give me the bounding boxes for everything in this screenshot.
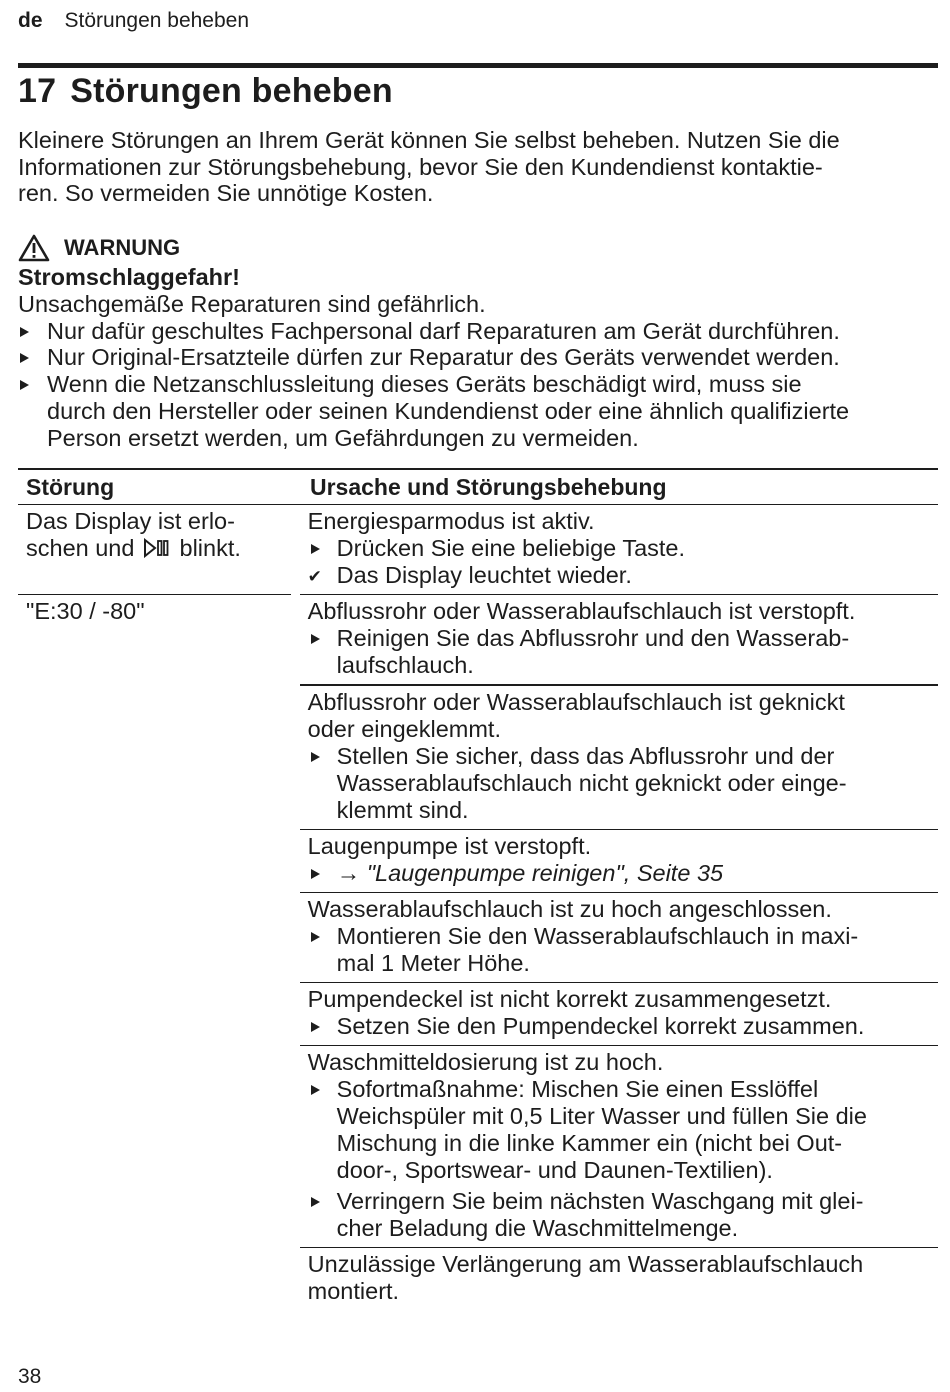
page-number: 38 bbox=[18, 1365, 42, 1388]
cause-text: Laugenpumpe ist verstopft. bbox=[307, 833, 592, 859]
remedy-line: laufschlauch. bbox=[336, 652, 474, 678]
cause-block bbox=[300, 892, 938, 982]
remedy-list bbox=[308, 923, 938, 977]
remedy-line: Montieren Sie den Wasserablaufschlauch in maxi- bbox=[336, 923, 859, 949]
remedy-step bbox=[308, 743, 938, 824]
cause-text: montiert. bbox=[307, 1278, 400, 1304]
remedy-result bbox=[308, 562, 938, 589]
checkmark-icon: ✔ bbox=[307, 567, 322, 586]
language-code: de bbox=[18, 9, 43, 32]
remedy-step bbox=[308, 860, 938, 887]
bullet-triangle-icon bbox=[311, 544, 320, 554]
remedy-line: Setzen Sie den Pumpendeckel korrekt zusammen. bbox=[336, 1013, 865, 1039]
cause-text: Wasserablaufschlauch ist zu hoch angeschlossen. bbox=[307, 896, 832, 922]
bullet-triangle-icon bbox=[20, 380, 29, 390]
fault-cell bbox=[18, 594, 291, 1310]
cause-text: Waschmitteldosierung ist zu hoch. bbox=[307, 1049, 664, 1075]
remedy-line: Sofortmaßnahme: Mischen Sie einen Esslöffel bbox=[336, 1076, 819, 1102]
cross-reference-link[interactable]: "Laugenpumpe reinigen", Seite 35 bbox=[366, 860, 724, 886]
cause-block bbox=[300, 829, 938, 892]
warning-triangle-icon bbox=[18, 234, 50, 262]
remedy-line: Reinigen Sie das Abflussrohr und den Wasserab- bbox=[336, 625, 850, 651]
fault-text: blinkt. bbox=[179, 535, 241, 561]
bullet-triangle-icon bbox=[20, 353, 29, 363]
warning-box bbox=[18, 232, 943, 452]
remedy-line: Verringern Sie beim nächsten Waschgang mit glei- bbox=[336, 1188, 864, 1214]
cause-block bbox=[300, 594, 938, 684]
cause-text: oder eingeklemmt. bbox=[307, 716, 501, 742]
intro-paragraph bbox=[18, 127, 938, 207]
troubleshooting-table bbox=[18, 468, 938, 1310]
arrow-right-icon: → bbox=[336, 860, 361, 886]
bullet-triangle-icon bbox=[311, 1197, 320, 1207]
warning-heading bbox=[18, 232, 943, 264]
fault-line bbox=[26, 535, 291, 562]
warning-item-line: durch den Hersteller oder seinen Kundendienst oder eine ähnlich qualifizierte bbox=[47, 397, 850, 424]
table-row bbox=[18, 594, 938, 1310]
warning-item-line: Person ersetzt werden, um Gefährdungen zu vermeiden. bbox=[47, 424, 639, 451]
warning-list-item bbox=[18, 371, 943, 451]
cause-text: Pumpendeckel ist nicht korrekt zusammengesetzt. bbox=[307, 986, 832, 1012]
remedy-line: cher Beladung die Waschmittelmenge. bbox=[336, 1215, 739, 1241]
remedy-list bbox=[308, 535, 938, 589]
fault-text: schen und bbox=[26, 535, 135, 561]
cause-block bbox=[300, 1247, 938, 1310]
remedy-step bbox=[308, 923, 938, 977]
cause-column bbox=[300, 505, 938, 594]
remedy-line: mal 1 Meter Höhe. bbox=[336, 950, 530, 976]
bullet-triangle-icon bbox=[311, 869, 320, 879]
column-header-cause: Ursache und Störungsbehebung bbox=[310, 473, 667, 500]
warning-list bbox=[18, 318, 943, 452]
fault-cell bbox=[18, 505, 291, 594]
play-pause-icon bbox=[143, 538, 171, 558]
remedy-list bbox=[308, 1076, 938, 1242]
cause-block bbox=[300, 1045, 938, 1247]
bullet-triangle-icon bbox=[311, 1022, 320, 1032]
remedy-line: Weichspüler mit 0,5 Liter Wasser und füllen Sie die bbox=[336, 1103, 867, 1129]
remedy-step bbox=[308, 625, 938, 679]
cause-block bbox=[300, 982, 938, 1045]
cause-text: Abflussrohr oder Wasserablaufschlauch ist verstopft. bbox=[307, 598, 856, 624]
cause-text: Unzulässige Verlängerung am Wasserablaufschlauch bbox=[307, 1251, 864, 1277]
chapter-number: 17 bbox=[18, 72, 57, 110]
bullet-triangle-icon bbox=[311, 634, 320, 644]
bullet-triangle-icon bbox=[311, 752, 320, 762]
intro-line: ren. So vermeiden Sie unnötige Kosten. bbox=[18, 180, 434, 206]
remedy-line: Wasserablaufschlauch nicht geknickt oder einge- bbox=[336, 770, 847, 796]
cause-text: Energiesparmodus ist aktiv. bbox=[307, 508, 595, 534]
cause-block bbox=[300, 684, 938, 829]
cause-column bbox=[300, 594, 938, 1310]
remedy-list bbox=[308, 860, 938, 887]
remedy-list bbox=[308, 743, 938, 824]
table-row bbox=[18, 505, 938, 594]
bullet-triangle-icon bbox=[311, 1085, 320, 1095]
remedy-line: Stellen Sie sicher, dass das Abflussrohr und der bbox=[336, 743, 835, 769]
running-header bbox=[18, 9, 249, 33]
column-header-fault: Störung bbox=[26, 473, 115, 500]
warning-item-line: Nur Original-Ersatzteile dürfen zur Reparatur des Geräts verwendet werden. bbox=[47, 344, 840, 371]
chapter-title bbox=[18, 72, 393, 111]
warning-item-line: Wenn die Netzanschlussleitung dieses Geräts beschädigt wird, muss sie bbox=[47, 371, 802, 398]
intro-line: Kleinere Störungen an Ihrem Gerät können Sie selbst beheben. Nutzen Sie die bbox=[18, 127, 840, 153]
fault-line: Das Display ist erlo- bbox=[26, 508, 235, 534]
result-line: Das Display leuchtet wieder. bbox=[336, 562, 632, 588]
cause-block bbox=[300, 505, 938, 594]
remedy-line: door-, Sportswear- und Daunen-Textilien). bbox=[336, 1157, 773, 1183]
remedy-list bbox=[308, 1013, 938, 1040]
warning-label: WARNUNG bbox=[64, 234, 181, 260]
warning-list-item bbox=[18, 318, 943, 345]
warning-item-line: Nur dafür geschultes Fachpersonal darf Reparaturen am Gerät durchführen. bbox=[47, 317, 840, 344]
fault-code: "E:30 / -80" bbox=[26, 598, 145, 624]
header-rule bbox=[18, 63, 938, 68]
remedy-line: Drücken Sie eine beliebige Taste. bbox=[336, 535, 686, 561]
remedy-list bbox=[308, 625, 938, 679]
remedy-step bbox=[308, 1188, 938, 1242]
cause-text: Abflussrohr oder Wasserablaufschlauch ist geknickt bbox=[307, 689, 845, 715]
remedy-step bbox=[308, 535, 938, 562]
warning-text: Unsachgemäße Reparaturen sind gefährlich. bbox=[18, 290, 486, 317]
warning-list-item bbox=[18, 344, 943, 371]
bullet-triangle-icon bbox=[311, 932, 320, 942]
remedy-step bbox=[308, 1013, 938, 1040]
remedy-step bbox=[308, 1076, 938, 1184]
chapter-title-text: Störungen beheben bbox=[70, 72, 393, 110]
warning-title: Stromschlaggefahr! bbox=[18, 264, 240, 290]
table-header bbox=[18, 470, 938, 504]
running-header-section: Störungen beheben bbox=[64, 9, 250, 32]
remedy-line: Mischung in die linke Kammer ein (nicht bei Out- bbox=[336, 1130, 843, 1156]
intro-line: Informationen zur Störungsbehebung, bevor Sie den Kundendienst kontaktie- bbox=[18, 153, 823, 180]
bullet-triangle-icon bbox=[20, 327, 29, 337]
cross-reference bbox=[337, 860, 938, 887]
remedy-line: klemmt sind. bbox=[336, 797, 469, 823]
